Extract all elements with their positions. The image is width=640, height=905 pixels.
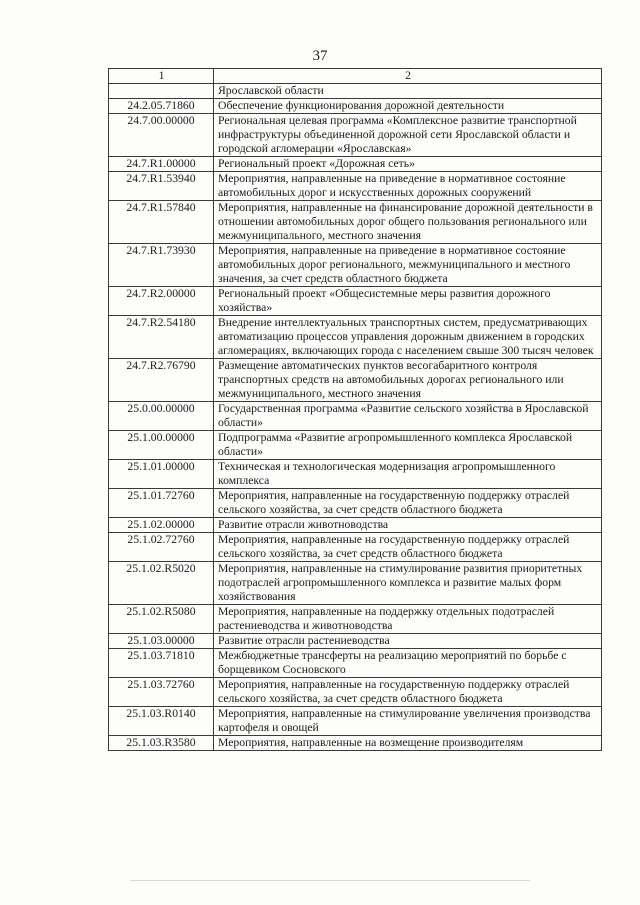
table-row (109, 736, 602, 751)
row-code: 25.1.02.R5020 (109, 562, 214, 605)
row-description: Развитие отрасли растениеводства (214, 634, 602, 649)
table-row (109, 605, 602, 634)
row-description: Ярославской области (214, 84, 602, 99)
row-description: Мероприятия, направленные на государственную поддержку отраслей сельского хозяйства, за счет средств областного бюджета (214, 678, 602, 707)
row-code: 25.1.01.72760 (109, 489, 214, 518)
row-code (109, 84, 214, 99)
table-row (109, 678, 602, 707)
row-description: Мероприятия, направленные на стимулирование развития приоритетных подотраслей агропромышленного комплекса и развитие малых форм хозяйствования (214, 562, 602, 605)
row-description: Внедрение интеллектуальных транспортных систем, предусматривающих автоматизацию процессов управления дорожным движением в городских агломерациях, включающих города с населением свыше 300 тысяч человек (214, 316, 602, 359)
row-code: 25.1.03.00000 (109, 634, 214, 649)
table-row (109, 707, 602, 736)
row-code: 25.1.03.R3580 (109, 736, 214, 751)
table-row (109, 489, 602, 518)
row-description: Развитие отрасли животноводства (214, 518, 602, 533)
row-code: 25.1.02.72760 (109, 533, 214, 562)
table-row (109, 402, 602, 431)
row-code: 24.7.R2.76790 (109, 359, 214, 402)
row-code: 25.1.03.71810 (109, 649, 214, 678)
row-description: Мероприятия, направленные на государственную поддержку отраслей сельского хозяйства, за счет средств областного бюджета (214, 489, 602, 518)
table-row (109, 359, 602, 402)
row-description: Государственная программа «Развитие сельского хозяйства в Ярославской области» (214, 402, 602, 431)
row-description: Межбюджетные трансферты на реализацию мероприятий по борьбе с борщевиком Сосновского (214, 649, 602, 678)
row-code: 24.2.05.71860 (109, 99, 214, 114)
table-row (109, 518, 602, 533)
row-code: 24.7.R2.54180 (109, 316, 214, 359)
table-row (109, 316, 602, 359)
page-number: 37 (312, 48, 328, 64)
table-body (109, 84, 602, 751)
row-description: Мероприятия, направленные на государственную поддержку отраслей сельского хозяйства, за счет средств областного бюджета (214, 533, 602, 562)
table-row (109, 649, 602, 678)
row-code: 24.7.R2.00000 (109, 287, 214, 316)
row-description: Мероприятия, направленные на приведение в нормативное состояние автомобильных дорог и искусственных дорожных сооружений (214, 172, 602, 201)
page-bottom-rule (130, 880, 530, 881)
table-row (109, 84, 602, 99)
table-row (109, 157, 602, 172)
table-row (109, 201, 602, 244)
column-header-code: 1 (109, 69, 214, 84)
table-row (109, 244, 602, 287)
row-description: Размещение автоматических пунктов весогабаритного контроля транспортных средств на автомобильных дорогах регионального или межмуниципального, местного значения (214, 359, 602, 402)
budget-code-table (108, 68, 602, 751)
table-row (109, 172, 602, 201)
row-code: 24.7.R1.73930 (109, 244, 214, 287)
row-description: Мероприятия, направленные на возмещение производителям (214, 736, 602, 751)
row-code: 25.1.00.00000 (109, 431, 214, 460)
row-code: 25.1.02.R5080 (109, 605, 214, 634)
row-code: 25.1.03.72760 (109, 678, 214, 707)
row-description: Обеспечение функционирования дорожной деятельности (214, 99, 602, 114)
row-code: 25.1.03.R0140 (109, 707, 214, 736)
table-row (109, 99, 602, 114)
row-code: 24.7.R1.53940 (109, 172, 214, 201)
row-description: Региональный проект «Дорожная сеть» (214, 157, 602, 172)
table-row (109, 460, 602, 489)
row-code: 25.1.02.00000 (109, 518, 214, 533)
table-row (109, 287, 602, 316)
row-description: Мероприятия, направленные на финансирование дорожной деятельности в отношении автомобильных дорог общего пользования регионального или межмуниципального, местного значения (214, 201, 602, 244)
row-code: 24.7.R1.00000 (109, 157, 214, 172)
row-description: Мероприятия, направленные на поддержку отдельных подотраслей растениеводства и животноводства (214, 605, 602, 634)
row-description: Региональная целевая программа «Комплексное развитие транспортной инфраструктуры объединенной дорожной сети Ярославской области и городской агломерации «Ярославская» (214, 114, 602, 157)
table-row (109, 533, 602, 562)
row-code: 25.1.01.00000 (109, 460, 214, 489)
table-row (109, 634, 602, 649)
table-row (109, 114, 602, 157)
row-description: Техническая и технологическая модернизация агропромышленного комплекса (214, 460, 602, 489)
row-code: 24.7.00.00000 (109, 114, 214, 157)
table-row (109, 562, 602, 605)
row-description: Подпрограмма «Развитие агропромышленного комплекса Ярославской области» (214, 431, 602, 460)
column-header-description: 2 (214, 69, 602, 84)
row-code: 24.7.R1.57840 (109, 201, 214, 244)
table-header-row (109, 69, 602, 84)
row-description: Мероприятия, направленные на стимулирование увеличения производства картофеля и овощей (214, 707, 602, 736)
row-code: 25.0.00.00000 (109, 402, 214, 431)
row-description: Мероприятия, направленные на приведение в нормативное состояние автомобильных дорог регионального, межмуниципального и местного значения, за счет средств областного бюджета (214, 244, 602, 287)
table-row (109, 431, 602, 460)
row-description: Региональный проект «Общесистемные меры развития дорожного хозяйства» (214, 287, 602, 316)
